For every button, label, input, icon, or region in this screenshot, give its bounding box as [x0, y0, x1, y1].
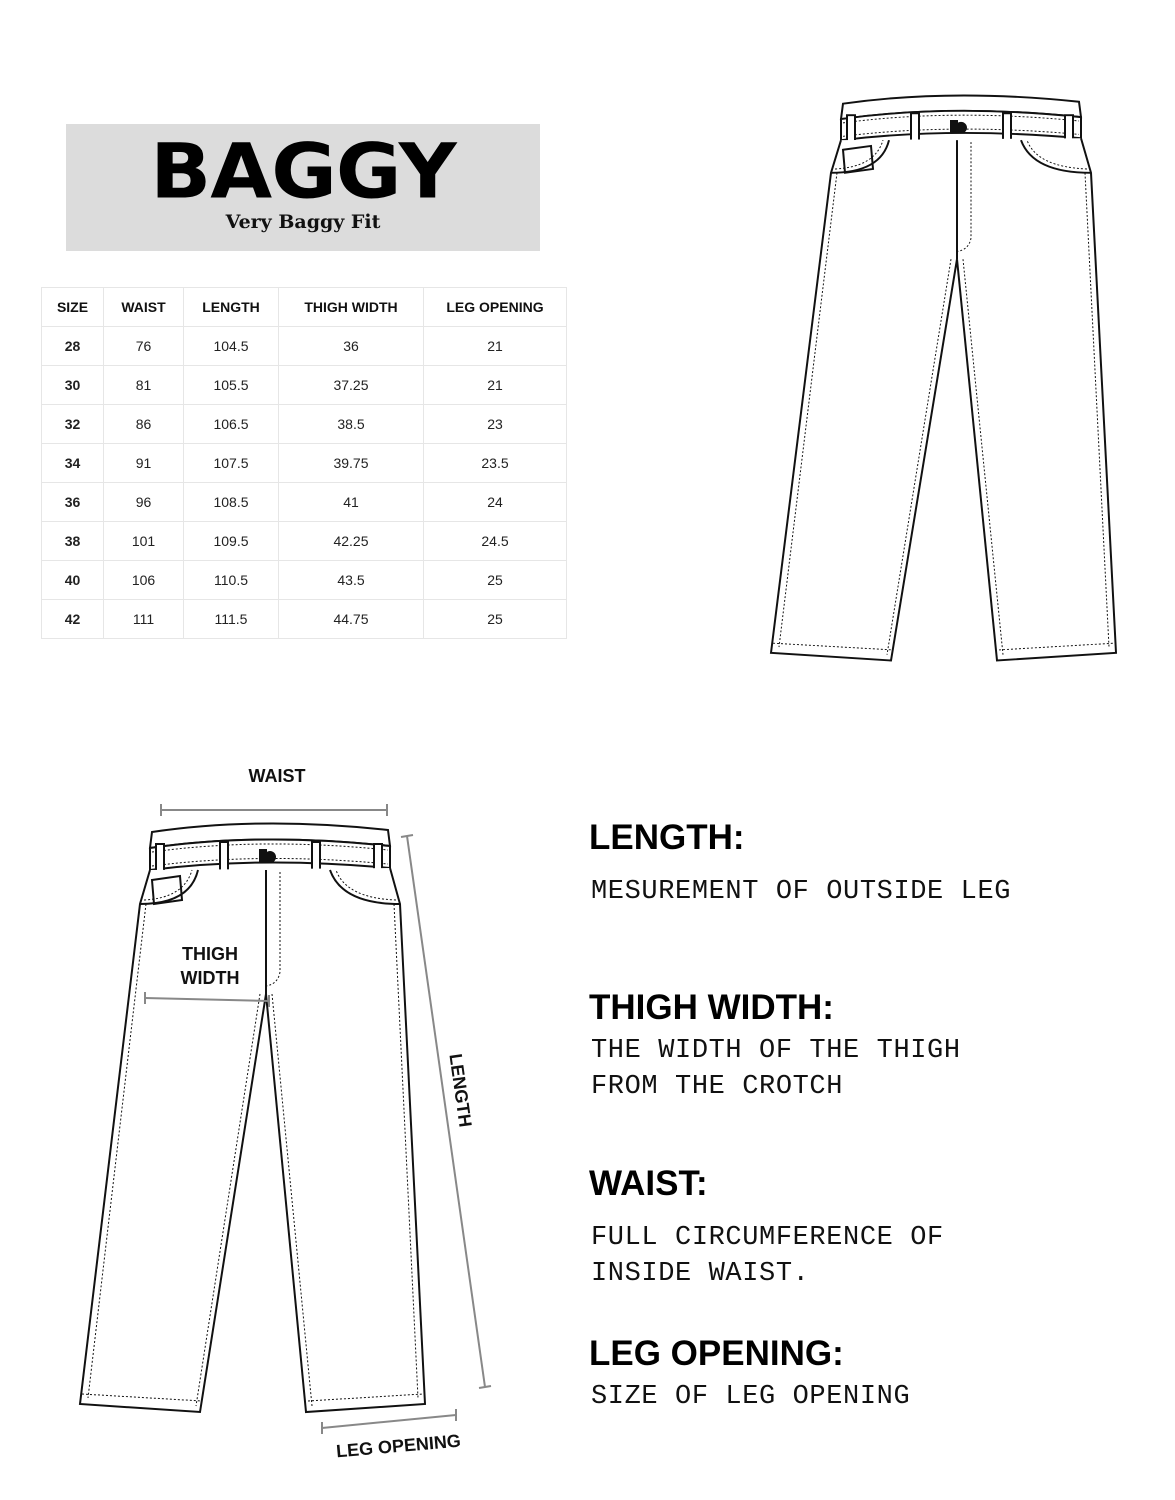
cell-size: 42	[42, 600, 104, 639]
cell-waist: 76	[104, 327, 184, 366]
definition-text-waist	[591, 1220, 944, 1292]
cell-thigh-width: 38.5	[279, 405, 424, 444]
cell-length: 107.5	[184, 444, 279, 483]
thigh-width-label	[165, 942, 255, 990]
cell-size: 30	[42, 366, 104, 405]
cell-leg-opening: 23.5	[424, 444, 567, 483]
pants-measurement-illustration	[80, 823, 425, 1412]
cell-waist: 81	[104, 366, 184, 405]
cell-thigh-width: 42.25	[279, 522, 424, 561]
cell-thigh-width: 43.5	[279, 561, 424, 600]
waist-label: WAIST	[248, 766, 306, 786]
cell-length: 110.5	[184, 561, 279, 600]
cell-leg-opening: 21	[424, 366, 567, 405]
thigh-label-line2: WIDTH	[180, 968, 240, 988]
definition-term-waist: WAIST:	[589, 1164, 708, 1203]
definition-term-thigh-width: THIGH WIDTH:	[589, 988, 834, 1027]
cell-waist: 111	[104, 600, 184, 639]
definition-text-length	[591, 874, 1011, 910]
definition-term-length: LENGTH:	[589, 818, 745, 857]
definition-line: FROM THE CROTCH	[591, 1072, 844, 1102]
definition-term-leg-opening: LEG OPENING:	[589, 1334, 844, 1373]
header-leg-opening: LEG OPENING	[424, 288, 567, 327]
cell-leg-opening: 24.5	[424, 522, 567, 561]
cell-waist: 96	[104, 483, 184, 522]
cell-thigh-width: 37.25	[279, 366, 424, 405]
definition-line: SIZE OF LEG OPENING	[591, 1382, 911, 1412]
definition-line: MESUREMENT OF OUTSIDE LEG	[591, 877, 1012, 907]
cell-length: 108.5	[184, 483, 279, 522]
cell-size: 32	[42, 405, 104, 444]
header-waist: WAIST	[104, 288, 184, 327]
cell-length: 105.5	[184, 366, 279, 405]
definition-line: INSIDE WAIST.	[591, 1259, 810, 1289]
fit-title: BAGGY	[150, 127, 456, 216]
cell-size: 36	[42, 483, 104, 522]
cell-thigh-width: 41	[279, 483, 424, 522]
cell-waist: 86	[104, 405, 184, 444]
header-thigh-width: THIGH WIDTH	[279, 288, 424, 327]
definition-text-thigh-width	[591, 1033, 961, 1105]
cell-leg-opening: 24	[424, 483, 567, 522]
cell-thigh-width: 39.75	[279, 444, 424, 483]
cell-size: 38	[42, 522, 104, 561]
cell-size: 28	[42, 327, 104, 366]
cell-leg-opening: 25	[424, 561, 567, 600]
cell-length: 104.5	[184, 327, 279, 366]
thigh-label-line1: THIGH	[182, 944, 238, 964]
cell-length: 111.5	[184, 600, 279, 639]
cell-thigh-width: 44.75	[279, 600, 424, 639]
fit-subtitle: Very Baggy Fit	[225, 211, 381, 233]
definition-line: FULL CIRCUMFERENCE OF	[591, 1223, 944, 1253]
definition-text-leg-opening	[591, 1379, 910, 1415]
cell-thigh-width: 36	[279, 327, 424, 366]
cell-size: 34	[42, 444, 104, 483]
leg-opening-label: LEG OPENING	[335, 1430, 462, 1462]
pants-illustration	[771, 95, 1116, 660]
cell-length: 106.5	[184, 405, 279, 444]
cell-leg-opening: 21	[424, 327, 567, 366]
cell-waist: 101	[104, 522, 184, 561]
definition-line: THE WIDTH OF THE THIGH	[591, 1036, 961, 1066]
header-length: LENGTH	[184, 288, 279, 327]
cell-length: 109.5	[184, 522, 279, 561]
cell-waist: 91	[104, 444, 184, 483]
cell-waist: 106	[104, 561, 184, 600]
length-label: LENGTH	[445, 1052, 476, 1129]
header-size: SIZE	[42, 288, 104, 327]
cell-leg-opening: 25	[424, 600, 567, 639]
cell-leg-opening: 23	[424, 405, 567, 444]
cell-size: 40	[42, 561, 104, 600]
